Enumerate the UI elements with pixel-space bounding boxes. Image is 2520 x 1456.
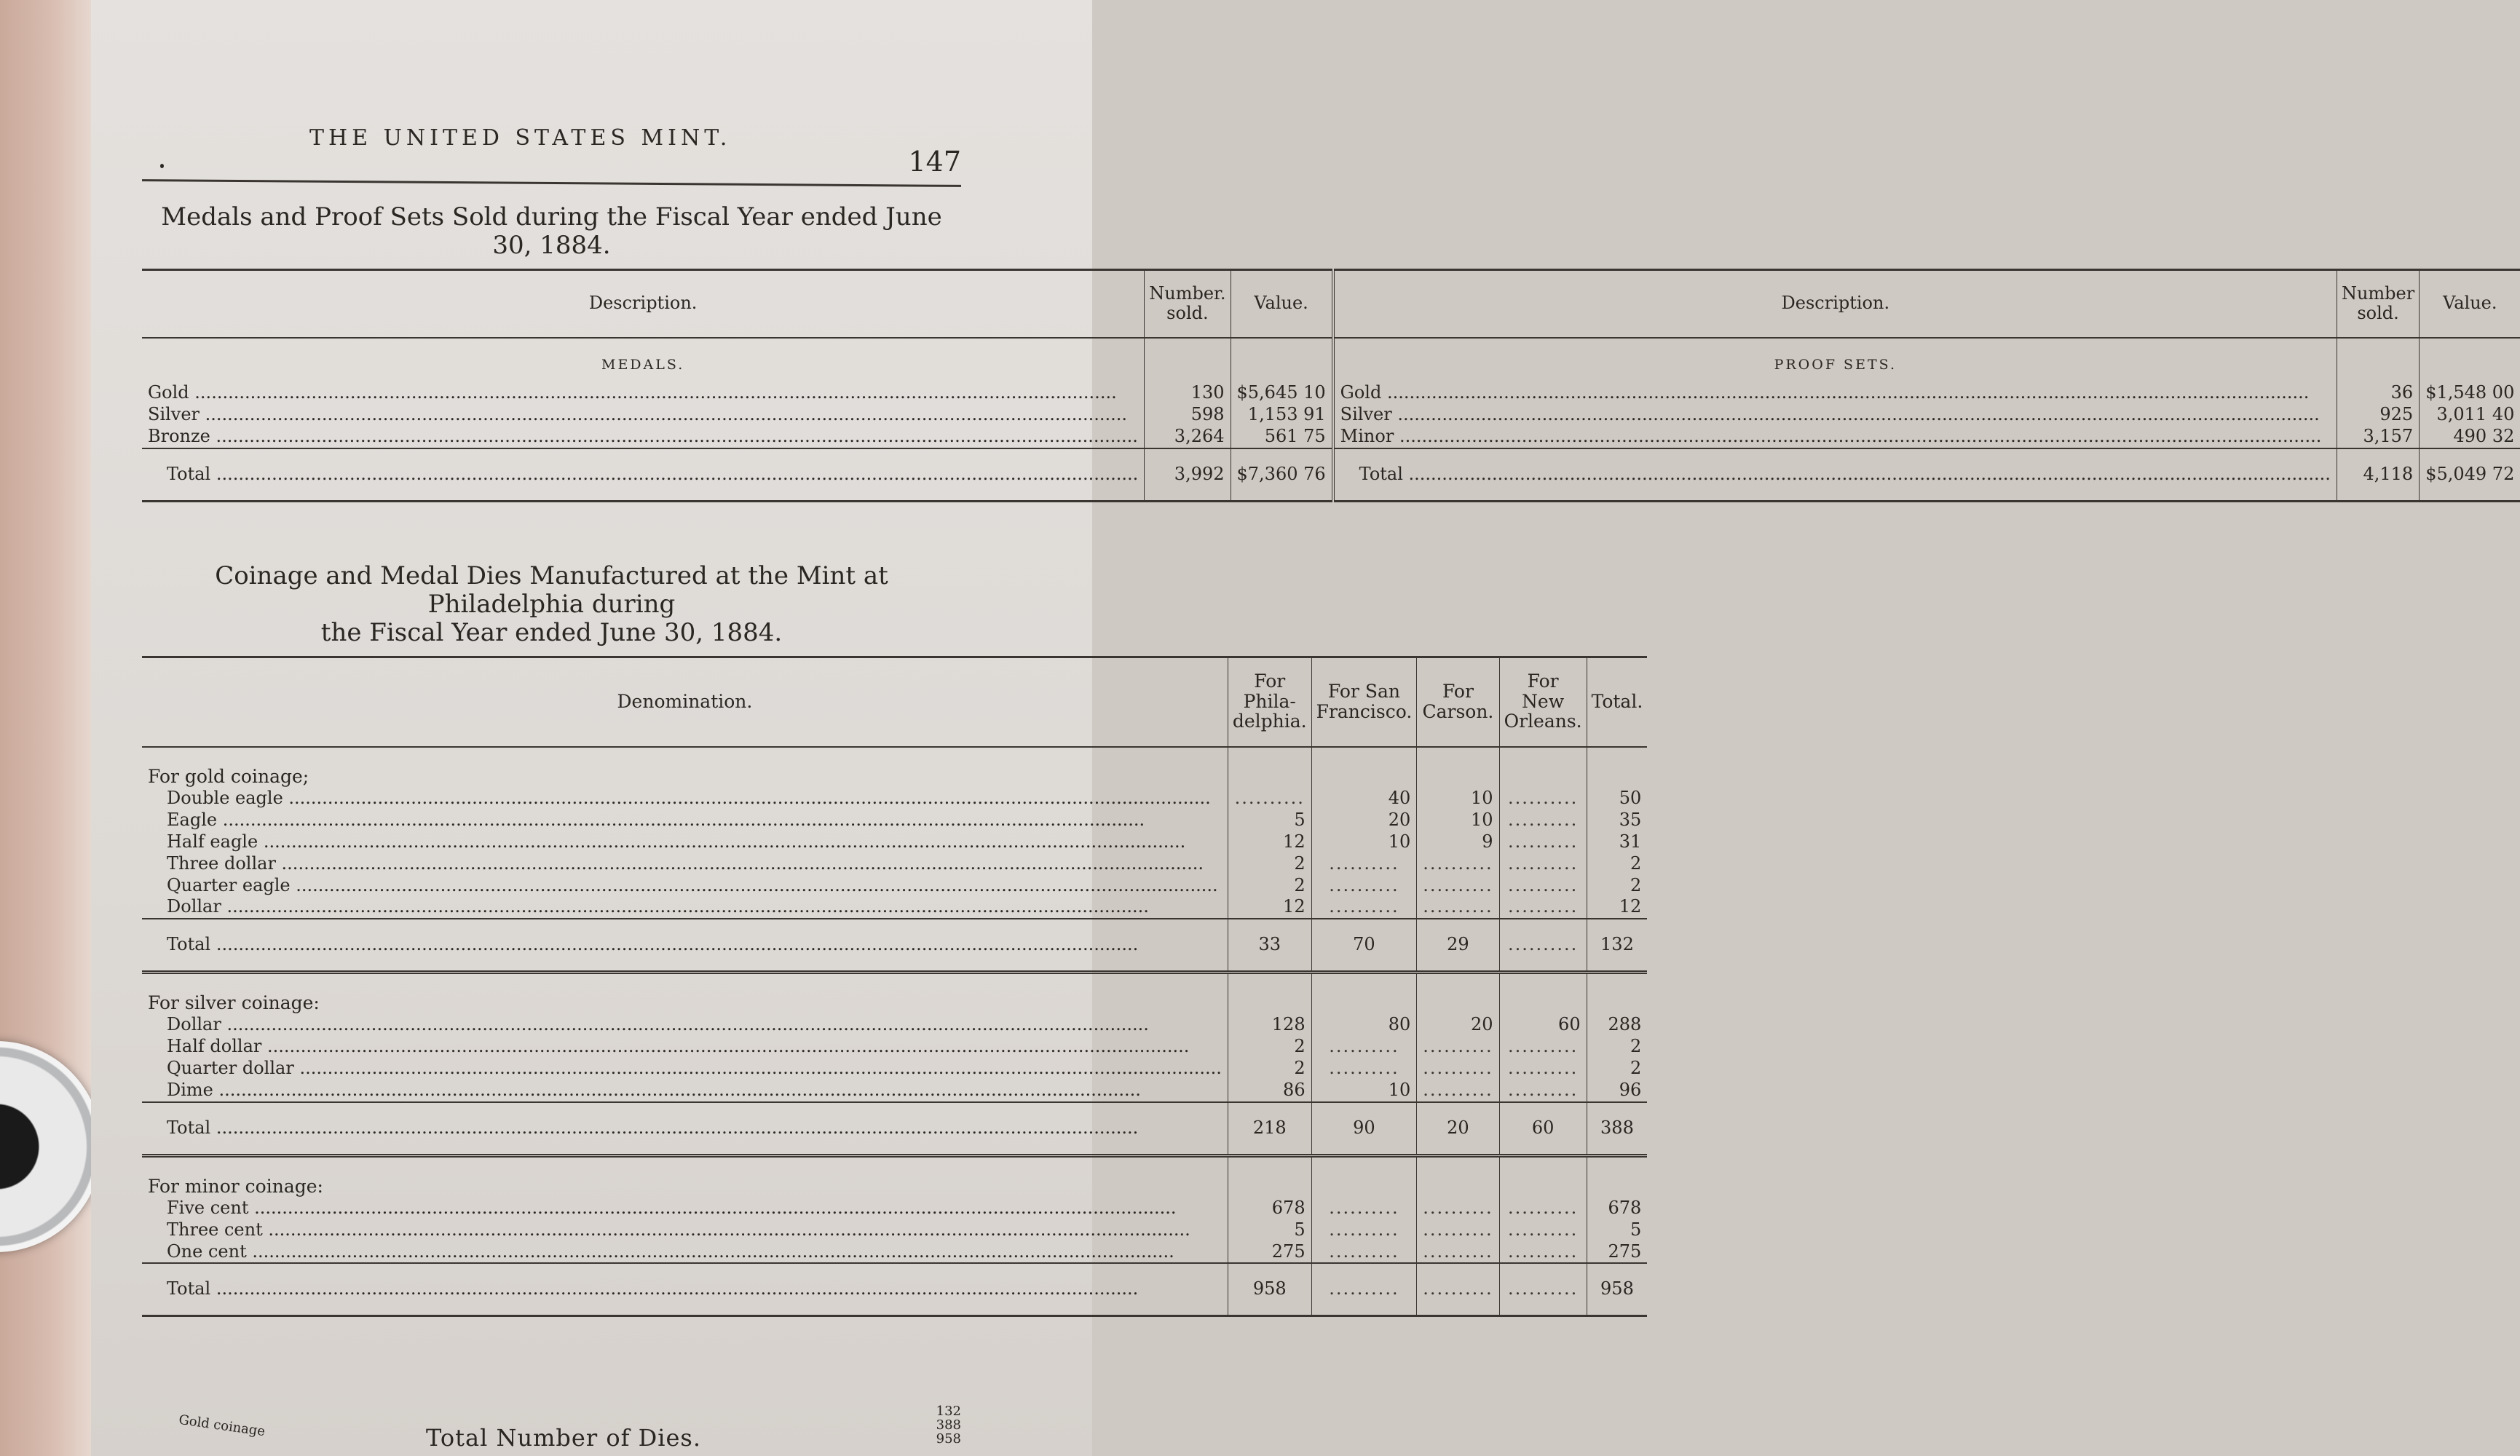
cell-total: 35: [1587, 810, 1647, 831]
cell-philadelphia: 86: [1228, 1080, 1311, 1102]
footer-numbers: [936, 1405, 961, 1447]
cell-philadelphia: 12: [1228, 831, 1311, 853]
cell-carson: ..........: [1417, 1241, 1499, 1264]
cell-philadelphia: 275: [1228, 1241, 1311, 1264]
col-value: Value.: [1231, 270, 1333, 338]
cell-carson: ..........: [1417, 1080, 1499, 1102]
cell-carson-total: 20: [1417, 1102, 1499, 1155]
proof-sets-heading: PROOF SETS.: [1333, 338, 2337, 383]
cell-philadelphia: 2: [1228, 875, 1311, 897]
row-label: Minor .....: [1333, 426, 2337, 448]
cell-total: 2: [1587, 1058, 1647, 1080]
row-label: Three dollar .....: [142, 853, 1228, 875]
table-row: [142, 404, 2520, 426]
medals-proof-sets-table: [142, 269, 2520, 502]
cell-san-francisco: ..........: [1311, 875, 1417, 897]
table-row: [142, 831, 1647, 853]
total-label: Total .....: [142, 1102, 1228, 1155]
cell-value: 1,153 91: [1231, 404, 1333, 426]
cell-value: $5,645 10: [1231, 382, 1333, 404]
cell-san-francisco: ..........: [1311, 853, 1417, 875]
table-row: [142, 382, 2520, 404]
group-total-row: [142, 1102, 1647, 1155]
cell-total: 50: [1587, 788, 1647, 810]
cell-number: 3,264: [1145, 426, 1231, 448]
table-row: [142, 1198, 1647, 1219]
cell-philadelphia: 5: [1228, 1219, 1311, 1241]
cell-san-francisco: ..........: [1311, 1198, 1417, 1219]
cell-number: 130: [1145, 382, 1231, 404]
row-label: Silver .....: [142, 404, 1145, 426]
cell-carson: ..........: [1417, 896, 1499, 919]
page-content: [142, 116, 2515, 1317]
cell-new-orleans: ..........: [1499, 1080, 1587, 1102]
footer-number: 388: [936, 1417, 961, 1433]
table-row: [142, 426, 2520, 448]
table2-header-row: [142, 657, 1647, 747]
cell-philadelphia-total: 958: [1228, 1263, 1311, 1315]
table1-total-row: [142, 448, 2520, 501]
row-label: Five cent .....: [142, 1198, 1228, 1219]
cell-new-orleans: ..........: [1499, 810, 1587, 831]
cell-carson: ..........: [1417, 1219, 1499, 1241]
col-description-2: Description.: [1333, 270, 2337, 338]
col-denomination: Denomination.: [142, 657, 1228, 747]
table1-group-row: [142, 338, 2520, 383]
cell-carson-total: ..........: [1417, 1263, 1499, 1315]
dies-table-body: [142, 747, 1647, 1316]
dies-table: [142, 656, 1647, 1317]
running-head: [142, 116, 961, 178]
cell-san-francisco: ..........: [1311, 896, 1417, 919]
row-label: One cent .....: [142, 1241, 1228, 1264]
cell-san-francisco: 10: [1311, 1080, 1417, 1102]
cell-new-orleans-total: 60: [1499, 1102, 1587, 1155]
cell-total: 288: [1587, 1014, 1647, 1036]
col-value-2: Value.: [2420, 270, 2520, 338]
table-row: [142, 875, 1647, 897]
table-row: [142, 1058, 1647, 1080]
row-label: Dollar .....: [142, 1014, 1228, 1036]
group-heading: For gold coinage;: [148, 765, 309, 787]
total-label: Total .....: [142, 448, 1145, 501]
header-rule: [142, 179, 961, 187]
total-value: $7,360 76: [1231, 448, 1333, 501]
cell-new-orleans: ..........: [1499, 1036, 1587, 1058]
cell-san-francisco: ..........: [1311, 1219, 1417, 1241]
cell-new-orleans: ..........: [1499, 1058, 1587, 1080]
cell-carson: 20: [1417, 1014, 1499, 1036]
cell-philadelphia: 678: [1228, 1198, 1311, 1219]
cell-san-francisco: 40: [1311, 788, 1417, 810]
col-carson: For Carson.: [1417, 657, 1499, 747]
cell-new-orleans: ..........: [1499, 1198, 1587, 1219]
group-heading-row: [142, 1155, 1647, 1198]
col-number-sold: Number. sold.: [1145, 270, 1231, 338]
cell-philadelphia: 12: [1228, 896, 1311, 919]
cell-philadelphia: ..........: [1228, 788, 1311, 810]
cell-san-francisco: ..........: [1311, 1058, 1417, 1080]
cell-total: 275: [1587, 1241, 1647, 1264]
cell-philadelphia: 2: [1228, 1058, 1311, 1080]
row-label: Eagle .....: [142, 810, 1228, 831]
cell-value: 490 32: [2420, 426, 2520, 448]
group-heading: For minor coinage:: [148, 1175, 323, 1197]
cell-new-orleans: ..........: [1499, 831, 1587, 853]
cell-new-orleans-total: ..........: [1499, 1263, 1587, 1315]
cell-new-orleans: 60: [1499, 1014, 1587, 1036]
cell-number: 36: [2337, 382, 2419, 404]
cell-new-orleans: ..........: [1499, 875, 1587, 897]
table-row: [142, 853, 1647, 875]
cell-total: 5: [1587, 1219, 1647, 1241]
total-label: Total .....: [142, 1263, 1228, 1315]
row-label: Double eagle .....: [142, 788, 1228, 810]
cell-total-total: 388: [1587, 1102, 1647, 1155]
cell-san-francisco: 80: [1311, 1014, 1417, 1036]
row-label: Gold .....: [142, 382, 1145, 404]
footer-number: 132: [936, 1404, 961, 1419]
cell-philadelphia: 128: [1228, 1014, 1311, 1036]
cell-total: 2: [1587, 875, 1647, 897]
book-page: [91, 0, 2515, 1456]
cell-carson: ..........: [1417, 1058, 1499, 1080]
cell-total-total: 958: [1587, 1263, 1647, 1315]
cell-number: 598: [1145, 404, 1231, 426]
row-label: Bronze .....: [142, 426, 1145, 448]
group-total-row: [142, 919, 1647, 972]
total-value: $5,049 72: [2420, 448, 2520, 501]
cell-carson: 9: [1417, 831, 1499, 853]
cell-new-orleans: ..........: [1499, 1241, 1587, 1264]
page-number: 147: [908, 146, 961, 178]
col-number-sold-2: Number sold.: [2337, 270, 2419, 338]
table-row: [142, 788, 1647, 810]
row-label: Quarter dollar .....: [142, 1058, 1228, 1080]
cell-total: 12: [1587, 896, 1647, 919]
cell-san-francisco: ..........: [1311, 1241, 1417, 1264]
cell-total: 96: [1587, 1080, 1647, 1102]
col-san-francisco: For San Francisco.: [1311, 657, 1417, 747]
cell-new-orleans: ..........: [1499, 896, 1587, 919]
cell-philadelphia-total: 218: [1228, 1102, 1311, 1155]
total-label: Total .....: [1333, 448, 2337, 501]
cell-san-francisco-total: 70: [1311, 919, 1417, 972]
col-total: Total.: [1587, 657, 1647, 747]
col-description: Description.: [142, 270, 1145, 338]
cell-philadelphia-total: 33: [1228, 919, 1311, 972]
cell-new-orleans: ..........: [1499, 1219, 1587, 1241]
cell-san-francisco: 20: [1311, 810, 1417, 831]
table-row: [142, 1219, 1647, 1241]
cell-total: 31: [1587, 831, 1647, 853]
row-label: Half dollar .....: [142, 1036, 1228, 1058]
cell-carson: ..........: [1417, 853, 1499, 875]
col-philadelphia: For Phila- delphia.: [1228, 657, 1311, 747]
total-label: Total .....: [142, 919, 1228, 972]
footer-block: [142, 1405, 961, 1456]
table-row: [142, 810, 1647, 831]
table2-title-line1: Coinage and Medal Dies Manufactured at the Mint at Philadelphia during: [215, 561, 888, 620]
row-label: Dollar .....: [142, 896, 1228, 919]
cell-carson: 10: [1417, 810, 1499, 831]
footer-left-fragment: Gold coinage: [178, 1412, 266, 1440]
cell-philadelphia: 5: [1228, 810, 1311, 831]
running-title: THE UNITED STATES MINT.: [309, 125, 732, 151]
footer-title: Total Number of Dies.: [426, 1424, 702, 1452]
table-row: [142, 1080, 1647, 1102]
row-label: Gold .....: [1333, 382, 2337, 404]
row-label: Dime .....: [142, 1080, 1228, 1102]
cell-new-orleans: ..........: [1499, 853, 1587, 875]
cell-number: 925: [2337, 404, 2419, 426]
cell-value: 3,011 40: [2420, 404, 2520, 426]
cell-carson: ..........: [1417, 875, 1499, 897]
table1-title: Medals and Proof Sets Sold during the Fiscal Year ended June 30, 1884.: [161, 202, 942, 261]
medals-heading: MEDALS.: [601, 356, 685, 373]
cell-total: 2: [1587, 1036, 1647, 1058]
cell-carson-total: 29: [1417, 919, 1499, 972]
cell-san-francisco: ..........: [1311, 1036, 1417, 1058]
group-heading-row: [142, 973, 1647, 1015]
table1-header-row: [142, 270, 2520, 338]
table2-title: [142, 562, 961, 647]
cell-philadelphia: 2: [1228, 1036, 1311, 1058]
cell-carson: ..........: [1417, 1036, 1499, 1058]
table-row: [142, 1036, 1647, 1058]
cell-total: 678: [1587, 1198, 1647, 1219]
cell-value: $1,548 00: [2420, 382, 2520, 404]
cell-value: 561 75: [1231, 426, 1333, 448]
cell-san-francisco: 10: [1311, 831, 1417, 853]
row-label: Silver .....: [1333, 404, 2337, 426]
table-row: [142, 896, 1647, 919]
cell-san-francisco-total: ..........: [1311, 1263, 1417, 1315]
row-label: Three cent .....: [142, 1219, 1228, 1241]
total-number: 3,992: [1145, 448, 1231, 501]
col-new-orleans: For New Orleans.: [1499, 657, 1587, 747]
cell-san-francisco-total: 90: [1311, 1102, 1417, 1155]
cell-total: 2: [1587, 853, 1647, 875]
table-row: [142, 1241, 1647, 1264]
cell-total-total: 132: [1587, 919, 1647, 972]
cell-new-orleans: ..........: [1499, 788, 1587, 810]
row-label: Quarter eagle .....: [142, 875, 1228, 897]
table-row: [142, 1014, 1647, 1036]
table2-title-line2: the Fiscal Year ended June 30, 1884.: [320, 618, 783, 648]
cell-new-orleans-total: ..........: [1499, 919, 1587, 972]
cell-number: 3,157: [2337, 426, 2419, 448]
cell-carson: ..........: [1417, 1198, 1499, 1219]
cell-philadelphia: 2: [1228, 853, 1311, 875]
group-total-row: [142, 1263, 1647, 1315]
group-heading: For silver coinage:: [148, 992, 320, 1014]
total-number: 4,118: [2337, 448, 2419, 501]
group-heading-row: [142, 747, 1647, 788]
row-label: Half eagle .....: [142, 831, 1228, 853]
footer-number: 958: [936, 1431, 961, 1447]
cell-carson: 10: [1417, 788, 1499, 810]
